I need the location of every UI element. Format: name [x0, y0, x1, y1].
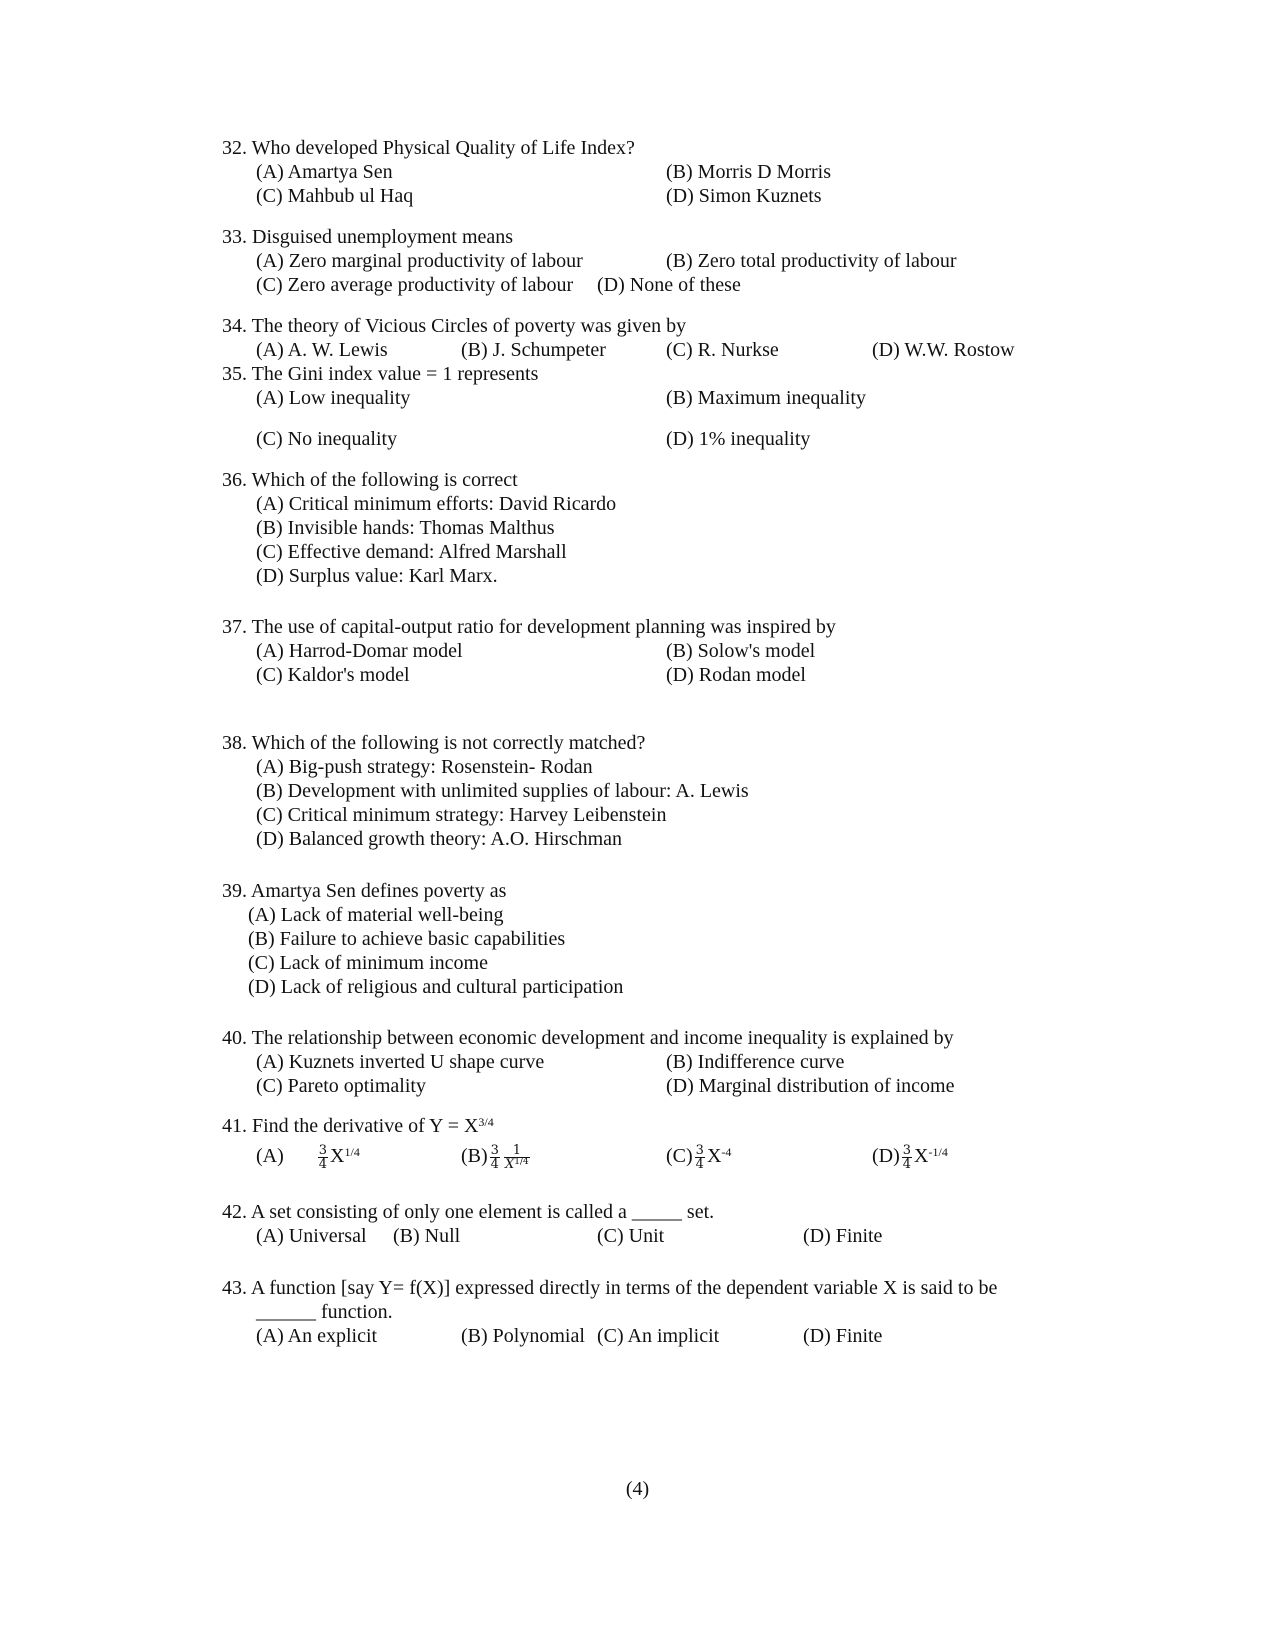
question-39-option-b: (B) Failure to achieve basic capabilities [248, 928, 566, 950]
question-35-option-b: (B) Maximum inequality [666, 387, 866, 409]
question-41-option-a [256, 1144, 360, 1171]
question-41-stem [222, 1114, 494, 1138]
question-36-option-b: (B) Invisible hands: Thomas Malthus [256, 517, 555, 539]
question-42-option-d: (D) Finite [803, 1225, 883, 1247]
question-39-option-d: (D) Lack of religious and cultural participation [248, 976, 624, 998]
page-number: (4) [625, 1478, 650, 1500]
question-34-option-b: (B) J. Schumpeter [461, 339, 606, 361]
variable-x: X [914, 1145, 929, 1168]
question-42-option-c: (C) Unit [597, 1225, 665, 1247]
question-42-option-a: (A) Universal [256, 1225, 367, 1247]
question-35-option-a: (A) Low inequality [256, 387, 411, 409]
question-42-option-b: (B) Null [393, 1225, 461, 1247]
question-33-option-a: (A) Zero marginal productivity of labour [256, 250, 583, 272]
question-38-option-c: (C) Critical minimum strategy: Harvey Leibenstein [256, 804, 667, 826]
question-32-option-c: (C) Mahbub ul Haq [256, 185, 414, 207]
question-43-stem: 43. A function [say Y= f(X)] expressed directly in terms of the dependent variable X is said to be [222, 1277, 998, 1299]
question-37-option-c: (C) Kaldor's model [256, 664, 410, 686]
variable-x: X [330, 1145, 345, 1168]
fraction-three-quarters: $\frac{3}{4}$ [318, 1143, 328, 1172]
question-36-stem: 36. Which of the following is correct [222, 469, 518, 491]
question-32-option-a: (A) Amartya Sen [256, 161, 393, 183]
question-34-option-d: (D) W.W. Rostow [872, 339, 1015, 361]
question-40-option-c: (C) Pareto optimality [256, 1075, 426, 1097]
question-38-option-a: (A) Big-push strategy: Rosenstein- Rodan [256, 756, 593, 778]
question-33-option-c: (C) Zero average productivity of labour [256, 274, 574, 296]
question-36-option-c: (C) Effective demand: Alfred Marshall [256, 541, 567, 563]
fraction-three-quarters: $\frac{3}{4}$ [490, 1143, 499, 1172]
question-37-option-d: (D) Rodan model [666, 664, 806, 686]
question-43-option-b: (B) Polynomial [461, 1325, 585, 1347]
option-c-exponent: -4 [721, 1145, 732, 1159]
question-37-option-a: (A) Harrod-Domar model [256, 640, 463, 662]
question-41-option-c-label: (C) [666, 1145, 693, 1168]
question-33-stem: 33. Disguised unemployment means [222, 226, 514, 248]
question-35-stem: 35. The Gini index value = 1 represents [222, 363, 539, 385]
option-d-exponent: -1/4 [928, 1145, 948, 1159]
question-41-option-b-label: (B) [461, 1145, 488, 1168]
question-37-stem: 37. The use of capital-output ratio for development planning was inspired by [222, 616, 836, 638]
fraction-three-quarters: $\frac{3}{4}$ [902, 1143, 912, 1172]
question-40-stem: 40. The relationship between economic development and income inequality is explained by [222, 1027, 954, 1049]
question-35-option-c: (C) No inequality [256, 428, 398, 450]
question-38-option-b: (B) Development with unlimited supplies of labour: A. Lewis [256, 780, 749, 802]
question-41-option-d [872, 1144, 948, 1171]
question-43-option-d: (D) Finite [803, 1325, 883, 1347]
question-41-stem-text: 41. Find the derivative of Y = X [222, 1115, 479, 1137]
option-a-exponent: 1/4 [344, 1145, 360, 1159]
question-34-option-a: (A) A. W. Lewis [256, 339, 388, 361]
fraction-one-over-x: $\frac{1}{X^{1/4}}$ [504, 1143, 529, 1172]
question-37-option-b: (B) Solow's model [666, 640, 816, 662]
question-40-option-b: (B) Indifference curve [666, 1051, 845, 1073]
question-38-option-d: (D) Balanced growth theory: A.O. Hirschman [256, 828, 623, 850]
question-39-option-a: (A) Lack of material well-being [248, 904, 504, 926]
question-41-option-a-label: (A) [256, 1145, 284, 1168]
question-42-stem: 42. A set consisting of only one element is called a _____ set. [222, 1201, 715, 1223]
question-32-option-b: (B) Morris D Morris [666, 161, 831, 183]
question-33-option-d: (D) None of these [597, 274, 741, 296]
question-41-option-d-label: (D) [872, 1145, 900, 1168]
question-33-option-b: (B) Zero total productivity of labour [666, 250, 957, 272]
variable-x: X [706, 1145, 722, 1168]
question-40-option-d: (D) Marginal distribution of income [666, 1075, 955, 1097]
question-32-option-d: (D) Simon Kuznets [666, 185, 822, 207]
question-43-stem-continued: ______ function. [256, 1301, 393, 1323]
question-39-stem: 39. Amartya Sen defines poverty as [222, 880, 507, 902]
question-34-option-c: (C) R. Nurkse [666, 339, 779, 361]
question-38-stem: 38. Which of the following is not correctly matched? [222, 732, 646, 754]
question-43-option-c: (C) An implicit [597, 1325, 720, 1347]
question-41-option-c [666, 1144, 731, 1171]
question-34-stem: 34. The theory of Vicious Circles of poverty was given by [222, 315, 687, 337]
question-35-option-d: (D) 1% inequality [666, 428, 811, 450]
question-36-option-d: (D) Surplus value: Karl Marx. [256, 565, 498, 587]
question-43-option-a: (A) An explicit [256, 1325, 378, 1347]
fraction-three-quarters: $\frac{3}{4}$ [695, 1143, 704, 1172]
question-39-option-c: (C) Lack of minimum income [248, 952, 488, 974]
question-41-option-b [461, 1144, 532, 1171]
question-36-option-a: (A) Critical minimum efforts: David Ricardo [256, 493, 617, 515]
question-41-stem-exponent: 3/4 [478, 1115, 494, 1129]
question-32-stem: 32. Who developed Physical Quality of Life Index? [222, 137, 635, 159]
question-40-option-a: (A) Kuznets inverted U shape curve [256, 1051, 545, 1073]
